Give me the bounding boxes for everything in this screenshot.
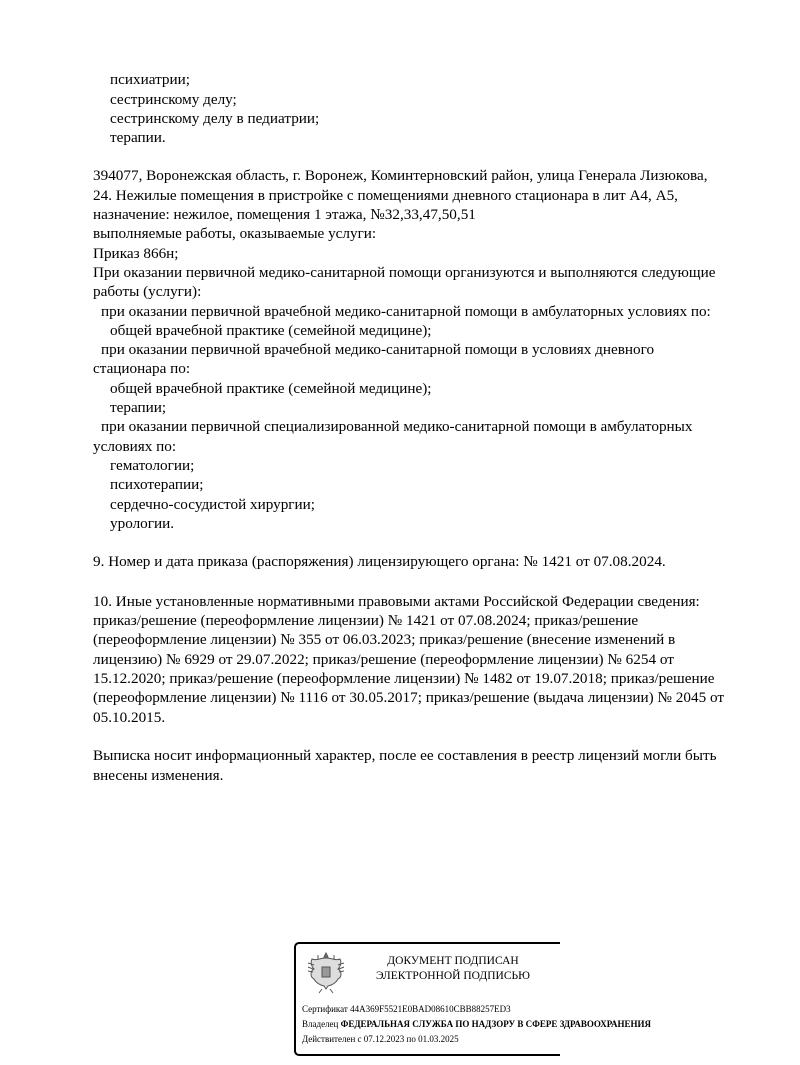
- text-line: 24. Нежилые помещения в пристройке с помещениями дневного стационара в лит А4, А5,: [93, 187, 678, 204]
- text-line: условиях по:: [93, 438, 177, 455]
- stamp-title-line: ЭЛЕКТРОННОЙ ПОДПИСЬЮ: [376, 970, 530, 982]
- text-line: лицензию) № 6929 от 29.07.2022; приказ/решение (переоформление лицензии) № 6254 от: [93, 651, 674, 668]
- text-line: 15.12.2020; приказ/решение (переоформление лицензии) № 1482 от 19.07.2018; приказ/решение: [93, 670, 715, 687]
- text-line: Выписка носит информационный характер, после ее составления в реестр лицензий могли быть: [93, 747, 717, 764]
- text-line: (переоформление лицензии) № 355 от 06.03.2023; приказ/решение (внесение изменений в: [93, 631, 676, 648]
- owner-row: [302, 1019, 651, 1030]
- text-line: сестринскому делу;: [110, 91, 237, 108]
- text-line: сестринскому делу в педиатрии;: [110, 110, 320, 127]
- text-line: сердечно-сосудистой хирургии;: [110, 496, 316, 513]
- text-line: 10. Иные установленные нормативными правовыми актами Российской Федерации сведения:: [93, 593, 700, 610]
- certificate-label: Сертификат: [302, 1004, 348, 1014]
- text-line: 05.10.2015.: [93, 709, 166, 726]
- text-line: урологии.: [110, 515, 175, 532]
- owner-label: Владелец: [302, 1019, 339, 1029]
- text-line: 9. Номер и дата приказа (распоряжения) лицензирующего органа: № 1421 от 07.08.2024.: [93, 553, 666, 570]
- text-line: психиатрии;: [110, 71, 190, 88]
- text-line: приказ/решение (переоформление лицензии) № 1421 от 07.08.2024; приказ/решение: [93, 612, 639, 629]
- text-line: (переоформление лицензии) № 1116 от 30.05.2017; приказ/решение (выдача лицензии) № 2045 от: [93, 689, 724, 706]
- text-line: общей врачебной практике (семейной медицине);: [110, 380, 432, 397]
- text-line: работы (услуги):: [93, 283, 202, 300]
- text-line: психотерапии;: [110, 476, 204, 493]
- text-line: внесены изменения.: [93, 767, 224, 784]
- text-line: при оказании первичной врачебной медико-санитарной помощи в амбулаторных условиях по:: [101, 303, 711, 320]
- coat-of-arms-icon: [304, 949, 348, 995]
- text-line: назначение: нежилое, помещения 1 этажа, №32,33,47,50,51: [93, 206, 476, 223]
- certificate-row: [302, 1004, 511, 1015]
- certificate-value: 44A369F5521E0BAD08610CBB88257ED3: [350, 1004, 511, 1014]
- text-line: выполняемые работы, оказываемые услуги:: [93, 225, 377, 242]
- validity-row: Действителен с 07.12.2023 по 01.03.2025: [302, 1034, 459, 1044]
- text-line: терапии.: [110, 129, 166, 146]
- stamp-title-line: ДОКУМЕНТ ПОДПИСАН: [387, 955, 519, 967]
- stamp-title: [358, 954, 548, 984]
- text-line: 394077, Воронежская область, г. Воронеж, Коминтерновский район, улица Генерала Лизюкова,: [93, 167, 708, 184]
- electronic-signature-stamp: [294, 942, 652, 1056]
- text-line: терапии;: [110, 399, 167, 416]
- text-line: при оказании первичной специализированной медико-санитарной помощи в амбулаторных: [101, 418, 693, 435]
- text-line: Приказ 866н;: [93, 245, 179, 262]
- text-line: При оказании первичной медико-санитарной помощи организуются и выполняются следующие: [93, 264, 716, 281]
- text-line: при оказании первичной врачебной медико-санитарной помощи в условиях дневного: [101, 341, 655, 358]
- owner-value: ФЕДЕРАЛЬНАЯ СЛУЖБА ПО НАДЗОРУ В СФЕРЕ ЗДРАВООХРАНЕНИЯ: [340, 1019, 652, 1029]
- text-line: стационара по:: [93, 360, 191, 377]
- text-line: гематологии;: [110, 457, 195, 474]
- text-line: общей врачебной практике (семейной медицине);: [110, 322, 432, 339]
